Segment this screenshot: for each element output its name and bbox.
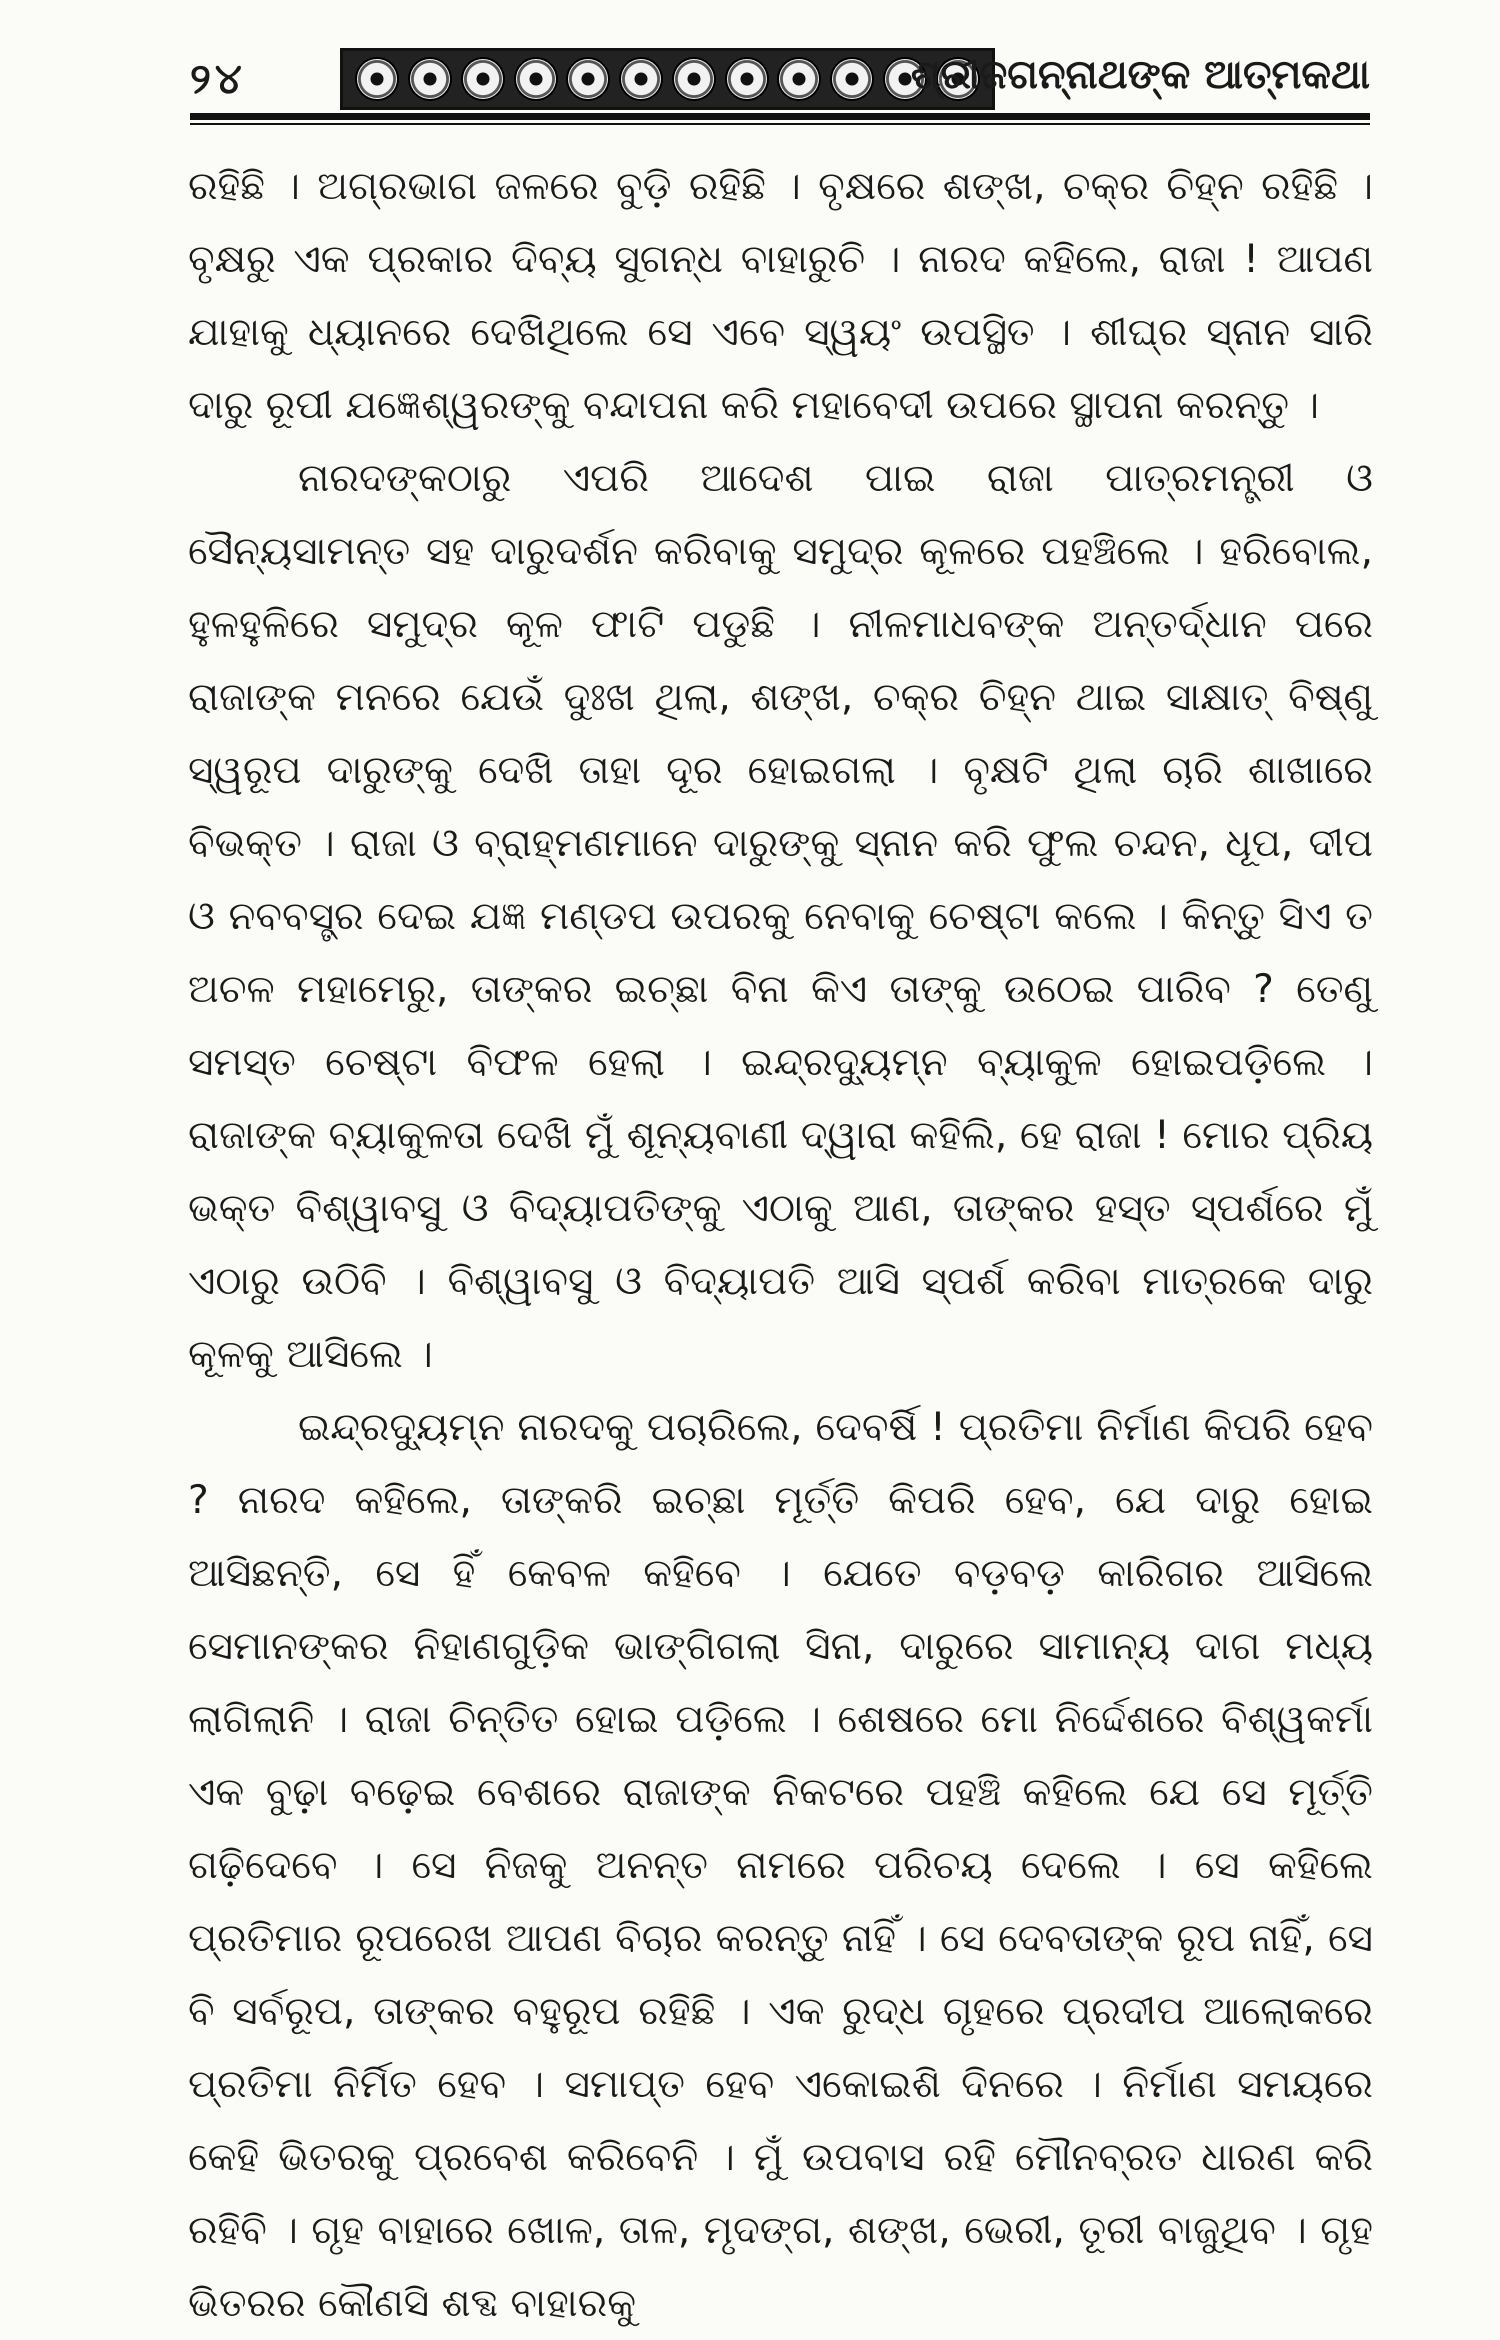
ornament-bead	[674, 59, 714, 99]
paragraph: ଇନ୍ଦ୍ରଦ୍ୟୁମ୍ନ ନାରଦକୁ ପଚାରିଲେ, ଦେବର୍ଷି ! ପ୍ରତିମା ନିର୍ମାଣ କିପରି ହେବ ? ନାରଦ କହିଲେ, ତାଙ୍କରି ଇଚ୍ଛା ମୂର୍ତ୍ତି କିପରି ହେବ, ଯେ ଦାରୁ ହୋଇ ଆସିଛନ୍ତି, ସେ ହିଁ କେବଳ କହିବେ । ଯେତେ ବଡ଼ବଡ଼ କାରିଗର ଆସିଲେ ସେମାନଙ୍କର ନିହାଣଗୁଡ଼ିକ ଭାଙ୍ଗିଗଲା ସିନା, ଦାରୁରେ ସାମାନ୍ୟ ଦାଗ ମଧ୍ୟ ଲାଗିଲାନି । ରାଜା ଚିନ୍ତିତ ହୋଇ ପଡ଼ିଲେ । ଶେଷରେ ମୋ ନିର୍ଦ୍ଦେଶରେ ବିଶ୍ୱକର୍ମା ଏକ ବୁଢ଼ା ବଢ଼େଇ ବେଶରେ ରାଜାଙ୍କ ନିକଟରେ ପହଞ୍ଚି କହିଲେ ଯେ ସେ ମୂର୍ତ୍ତି ଗଢ଼ିଦେବେ । ସେ ନିଜକୁ ଅନନ୍ତ ନାମରେ ପରିଚୟ ଦେଲେ । ସେ କହିଲେ ପ୍ରତିମାର ରୂପରେଖ ଆପଣ ବିଚାର କରନ୍ତୁ ନାହିଁ । ସେ ଦେବତାଙ୍କ ରୂପ ନାହିଁ, ସେ ବି ସର୍ବରୂପ, ତାଙ୍କର ବହୁରୂପ ରହିଛି । ଏକ ରୁଦ୍ଧ ଗୃହରେ ପ୍ରଦୀପ ଆଲୋକରେ ପ୍ରତିମା ନିର୍ମିତ ହେବ । ସମାପ୍ତ ହେବ ଏକୋଇଶି ଦିନରେ । ନିର୍ମାଣ ସମୟରେ କେହି ଭିତରକୁ ପ୍ରବେଶ କରିବେନି । ମୁଁ ଉପବାସ ରହି ମୌନବ୍ରତ ଧାରଣ କରି ରହିବି । ଗୃହ ବାହାରେ ଖୋଳ, ତାଳ, ମୃଦଙ୍ଗ, ଶଙ୍ଖ, ଭେରୀ, ତୂରୀ ବାଜୁଥିବ । ଗୃହ ଭିତରର କୌଣସି ଶବ୍ଦ ବାହାରକୁ	[188, 1405, 1373, 2326]
paragraph: ନାରଦଙ୍କଠାରୁ ଏପରି ଆଦେଶ ପାଇ ରାଜା ପାତ୍ରମନ୍ତ୍ରୀ ଓ ସୈନ୍ୟସାମନ୍ତ ସହ ଦାରୁଦର୍ଶନ କରିବାକୁ ସମୁଦ୍ର କୂଳରେ ପହଞ୍ଚିଲେ । ହରିବୋଲ, ହୁଳହୁଳିରେ ସମୁଦ୍ର କୂଳ ଫାଟି ପଡୁଛି । ନୀଳମାଧବଙ୍କ ଅନ୍ତର୍ଦ୍ଧାନ ପରେ ରାଜାଙ୍କ ମନରେ ଯେଉଁ ଦୁଃଖ ଥିଲା, ଶଙ୍ଖ, ଚକ୍ର ଚିହ୍ନ ଥାଇ ସାକ୍ଷାତ୍ ବିଷ୍ଣୁ ସ୍ୱରୂପ ଦାରୁଙ୍କୁ ଦେଖି ତାହା ଦୂର ହୋଇଗଲା । ବୃକ୍ଷଟି ଥିଲା ଚାରି ଶାଖାରେ ବିଭକ୍ତ । ରାଜା ଓ ବ୍ରାହ୍ମଣମାନେ ଦାରୁଙ୍କୁ ସ୍ନାନ କରି ଫୁଲ ଚନ୍ଦନ, ଧୂପ, ଦୀପ ଓ ନବବସ୍ତ୍ର ଦେଇ ଯଜ୍ଞ ମଣ୍ଡପ ଉପରକୁ ନେବାକୁ ଚେଷ୍ଟା କଲେ । କିନ୍ତୁ ସିଏ ତ ଅଚଳ ମହାମେରୁ, ତାଙ୍କର ଇଚ୍ଛା ବିନା କିଏ ତାଙ୍କୁ ଉଠେଇ ପାରିବ ? ତେଣୁ ସମସ୍ତ ଚେଷ୍ଟା ବିଫଳ ହେଲା । ଇନ୍ଦ୍ରଦ୍ୟୁମ୍ନ ବ୍ୟାକୁଳ ହୋଇପଡ଼ିଲେ । ରାଜାଙ୍କ ବ୍ୟାକୁଳତା ଦେଖି ମୁଁ ଶୂନ୍ୟବାଣୀ ଦ୍ୱାରା କହିଲି, ହେ ରାଜା ! ମୋର ପ୍ରିୟ ଭକ୍ତ ବିଶ୍ୱାବସୁ ଓ ବିଦ୍ୟାପତିଙ୍କୁ ଏଠାକୁ ଆଣ, ତାଙ୍କର ହସ୍ତ ସ୍ପର୍ଶରେ ମୁଁ ଏଠାରୁ ଉଠିବି । ବିଶ୍ୱାବସୁ ଓ ବିଦ୍ୟାପତି ଆସି ସ୍ପର୍ଶ କରିବା ମାତ୍ରକେ ଦାରୁ କୂଳକୁ ଆସିଲେ ।	[188, 456, 1373, 1377]
body-text	[188, 150, 1373, 2340]
ornament-bead	[727, 59, 767, 99]
ornament-bead	[410, 59, 450, 99]
running-title: ଶ୍ରୀଜଗନ୍ନାଥଙ୍କ ଆତ୍ମକଥା	[910, 52, 1370, 98]
ornament-bead	[779, 59, 819, 99]
header-rule-thin	[190, 123, 1370, 125]
ornament-bead	[357, 59, 397, 99]
ornamental-border	[340, 48, 995, 110]
header-rule-thick	[190, 113, 1370, 120]
ornament-bead	[463, 59, 503, 99]
ornament-bead	[516, 59, 556, 99]
ornament-bead	[568, 59, 608, 99]
ornament-bead	[832, 59, 872, 99]
page-number: ୨୪	[190, 54, 246, 103]
paragraph: ରହିଛି । ଅଗ୍ରଭାଗ ଜଳରେ ବୁଡ଼ି ରହିଛି । ବୃକ୍ଷରେ ଶଙ୍ଖ, ଚକ୍ର ଚିହ୍ନ ରହିଛି । ବୃକ୍ଷରୁ ଏକ ପ୍ରକାର ଦିବ୍ୟ ସୁଗନ୍ଧ ବାହାରୁଚି । ନାରଦ କହିଲେ, ରାଜା ! ଆପଣ ଯାହାକୁ ଧ୍ୟାନରେ ଦେଖିଥିଲେ ସେ ଏବେ ସ୍ୱୟଂ ଉପସ୍ଥିତ । ଶୀଘ୍ର ସ୍ନାନ ସାରି ଦାରୁ ରୂପୀ ଯଜ୍ଞେଶ୍ୱରଙ୍କୁ ବନ୍ଦାପନା କରି ମହାବେଦୀ ଉପରେ ସ୍ଥାପନା କରନ୍ତୁ ।	[188, 164, 1373, 428]
ornament-bead	[621, 59, 661, 99]
